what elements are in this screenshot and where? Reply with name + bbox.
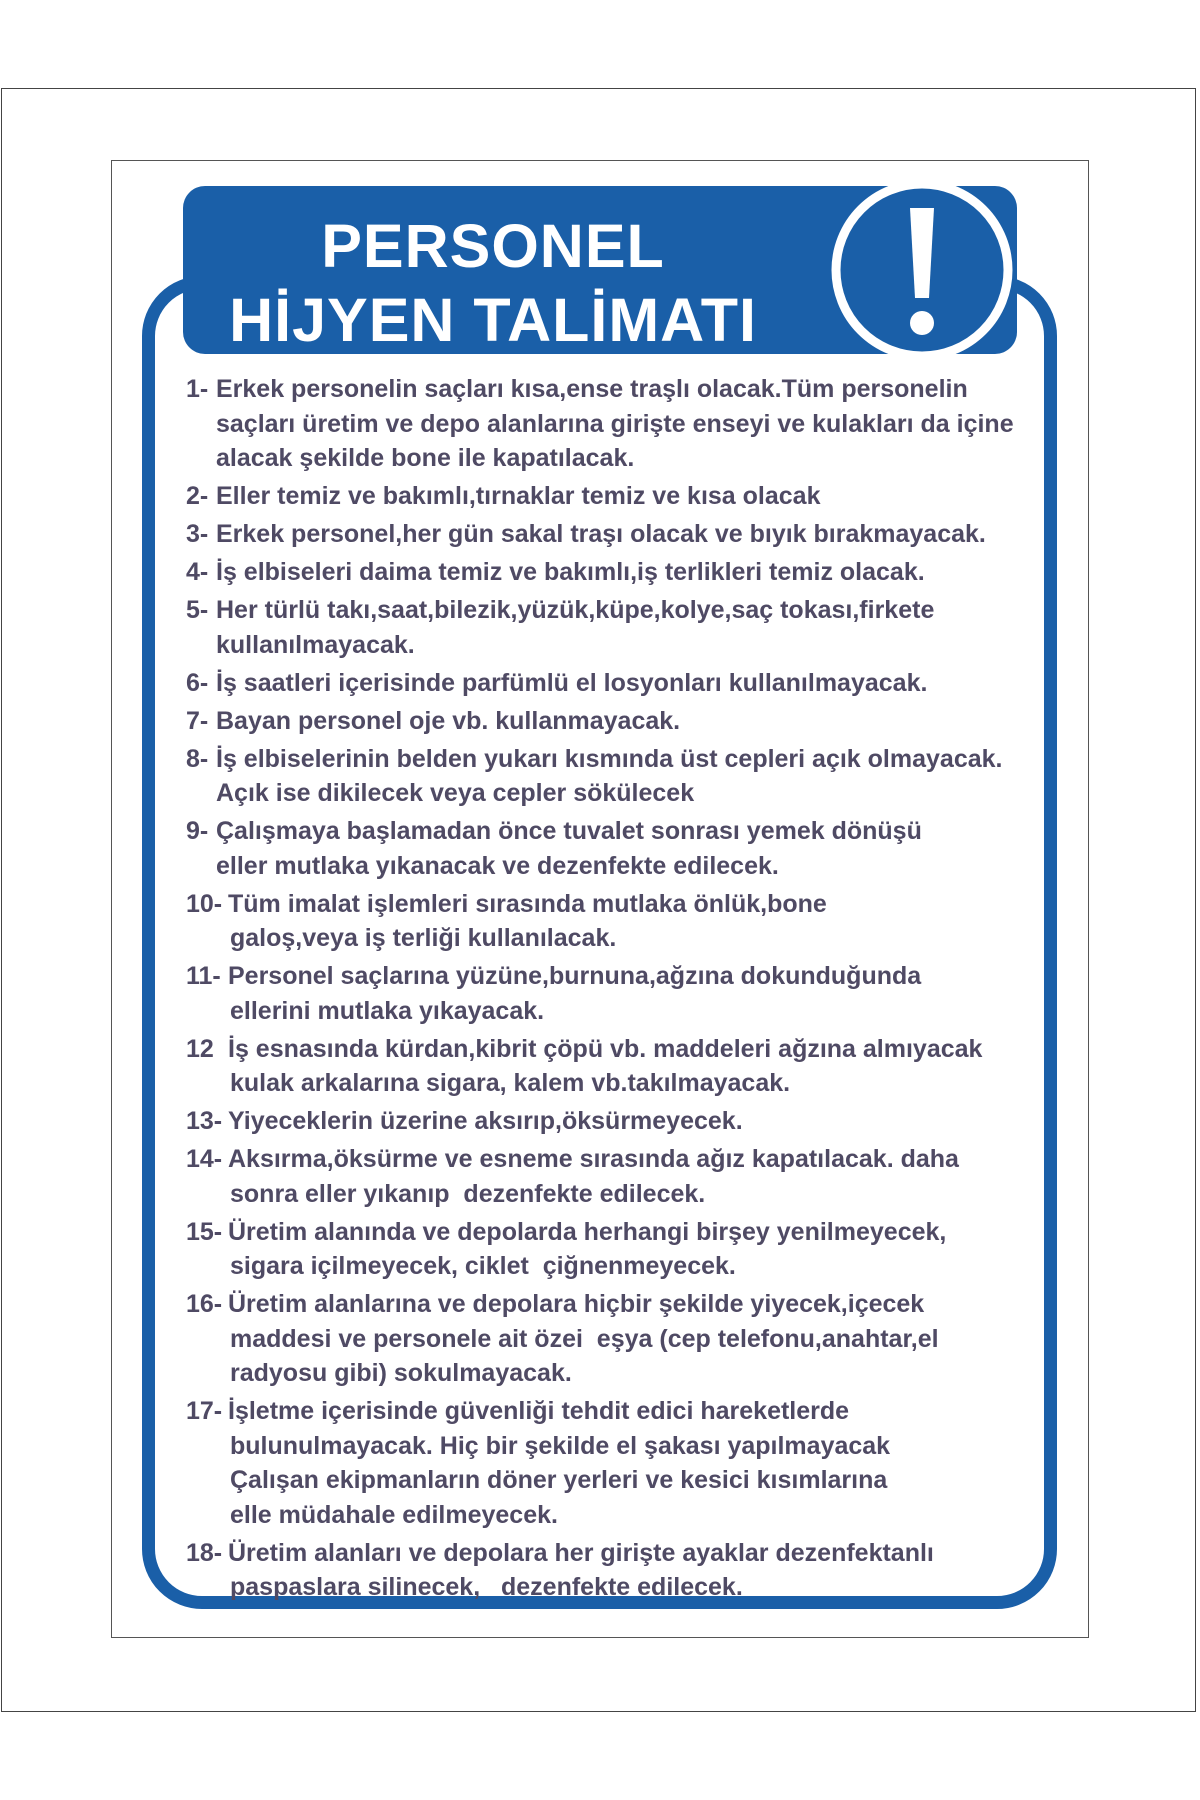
rule-text <box>186 479 1036 514</box>
rule-item-1 <box>186 372 1036 476</box>
rule-item-6 <box>186 666 1036 701</box>
rule-line: radyosu gibi) sokulmayacak. <box>230 1359 572 1387</box>
rule-item-2 <box>186 479 1036 514</box>
rule-line: İş esnasında kürdan,kibrit çöpü vb. maddeleri ağzına almıyacak <box>228 1034 983 1063</box>
rule-text <box>186 555 1036 590</box>
rule-line: sonra eller yıkanıp dezenfekte edilecek. <box>230 1179 706 1208</box>
rule-line: Üretim alanları ve depolara her girişte ayaklar dezenfektanlı <box>228 1538 934 1567</box>
rule-item-7 <box>186 704 1036 739</box>
rule-item-16 <box>186 1287 1036 1391</box>
rule-number: 5- <box>186 596 209 624</box>
rule-line: Bayan personel oje vb. kullanmayacak. <box>216 706 681 735</box>
rule-text <box>186 814 1036 883</box>
rule-item-18 <box>186 1536 1036 1605</box>
rule-line: saçları üretim ve depo alanlarına girişte enseyi ve kulakları da içine <box>216 409 1014 438</box>
rule-line: İş saatleri içerisinde parfümlü el losyonları kullanılmayacak. <box>216 668 928 697</box>
rule-line: Personel saçlarına yüzüne,burnuna,ağzına dokunduğunda <box>228 962 922 990</box>
rule-item-12 <box>186 1032 1036 1101</box>
rule-number: 3- <box>186 520 209 548</box>
rule-item-17 <box>186 1394 1036 1532</box>
rule-line: İş elbiseleri daima temiz ve bakımlı,iş terlikleri temiz olacak. <box>216 558 925 586</box>
rule-line: alacak şekilde bone ile kapatılacak. <box>216 444 635 472</box>
rule-number: 2- <box>186 482 209 510</box>
rule-item-8 <box>186 742 1036 811</box>
rule-line: Üretim alanlarına ve depolara hiçbir şekilde yiyecek,içecek <box>228 1290 925 1318</box>
rule-line: eller mutlaka yıkanacak ve dezenfekte edilecek. <box>216 851 779 880</box>
rule-number: 13- <box>186 1107 223 1135</box>
rule-item-15 <box>186 1215 1036 1284</box>
rule-text <box>186 742 1036 811</box>
rule-text <box>186 887 1036 956</box>
rule-text <box>186 1215 1036 1284</box>
rule-number: 12 <box>186 1034 214 1063</box>
rule-line: kullanılmayacak. <box>216 630 415 659</box>
rule-line: galoş,veya iş terliği kullanılacak. <box>230 924 617 952</box>
rule-number: 15- <box>186 1217 223 1246</box>
rule-line: Üretim alanında ve depolarda herhangi birşey yenilmeyecek, <box>228 1217 947 1246</box>
rule-number: 6- <box>186 668 209 697</box>
rule-text <box>186 372 1036 476</box>
rule-number: 1- <box>186 375 209 403</box>
title-line-2: HİJYEN TALİMATI <box>229 286 757 354</box>
rule-item-13 <box>186 1104 1036 1139</box>
rule-number: 14- <box>186 1145 223 1173</box>
rule-number: 10- <box>186 889 223 918</box>
rule-number: 11- <box>186 962 221 990</box>
rule-item-5 <box>186 593 1036 662</box>
rule-text <box>186 1104 1036 1139</box>
rule-text <box>186 1032 1036 1101</box>
rule-line: Çalışmaya başlamadan önce tuvalet sonrası yemek dönüşü <box>216 817 922 845</box>
rule-text <box>186 1287 1036 1391</box>
rule-text <box>186 1142 1036 1211</box>
rule-line: Erkek personel,her gün sakal traşı olacak ve bıyık bırakmayacak. <box>216 520 986 548</box>
exclamation-circle-icon <box>830 178 1014 362</box>
rule-item-4 <box>186 555 1036 590</box>
rule-text <box>186 704 1036 739</box>
rule-number: 8- <box>186 744 209 773</box>
rule-text <box>186 666 1036 701</box>
rule-item-11 <box>186 959 1036 1028</box>
rule-line: İş elbiselerinin belden yukarı kısmında üst cepleri açık olmayacak. <box>216 744 1003 773</box>
rule-line: kulak arkalarına sigara, kalem vb.takılmayacak. <box>230 1069 791 1097</box>
rule-line: Erkek personelin saçları kısa,ense traşlı olacak.Tüm personelin <box>216 375 968 403</box>
rule-line: sigara içilmeyecek, ciklet çiğnenmeyecek. <box>230 1252 736 1280</box>
rule-text <box>186 1536 1036 1605</box>
rule-line: Yiyeceklerin üzerine aksırıp,öksürmeyecek. <box>228 1107 743 1135</box>
rule-line: Her türlü takı,saat,bilezik,yüzük,küpe,kolye,saç tokası,firkete <box>216 596 935 624</box>
rule-item-3 <box>186 517 1036 552</box>
rule-line: Açık ise dikilecek veya cepler sökülecek <box>216 779 695 807</box>
hygiene-sign <box>140 186 1059 1611</box>
rule-line: İşletme içerisinde güvenliği tehdit edici hareketlerde <box>228 1397 850 1425</box>
rule-number: 17- <box>186 1397 223 1425</box>
rule-number: 4- <box>186 558 209 586</box>
rule-line: Çalışan ekipmanların döner yerleri ve kesici kısımlarına <box>230 1466 888 1494</box>
rule-item-9 <box>186 814 1036 883</box>
rule-line: Aksırma,öksürme ve esneme sırasında ağız kapatılacak. daha <box>228 1145 959 1173</box>
rule-number: 18- <box>186 1538 223 1567</box>
rule-line: ellerini mutlaka yıkayacak. <box>230 996 545 1025</box>
rule-item-10 <box>186 887 1036 956</box>
rule-line: bulunulmayacak. Hiç bir şekilde el şakası yapılmayacak <box>230 1431 891 1460</box>
rule-text <box>186 959 1036 1028</box>
sign-header <box>183 186 1017 354</box>
rule-number: 7- <box>186 706 209 735</box>
rule-item-14 <box>186 1142 1036 1211</box>
rule-line: maddesi ve personele ait özei eşya (cep telefonu,anahtar,el <box>230 1324 939 1353</box>
title-line-1: PERSONEL <box>321 212 665 280</box>
rule-number: 9- <box>186 817 209 845</box>
rule-number: 16- <box>186 1290 223 1318</box>
rule-line: Eller temiz ve bakımlı,tırnaklar temiz ve kısa olacak <box>216 482 821 510</box>
rule-line: elle müdahale edilmeyecek. <box>230 1500 558 1529</box>
rule-text <box>186 1394 1036 1532</box>
rule-line: paspaslara silinecek, dezenfekte edilecek. <box>230 1573 743 1601</box>
rules-list <box>186 372 1036 1608</box>
rule-text <box>186 517 1036 552</box>
rule-line: Tüm imalat işlemleri sırasında mutlaka önlük,bone <box>228 889 827 918</box>
rule-text <box>186 593 1036 662</box>
